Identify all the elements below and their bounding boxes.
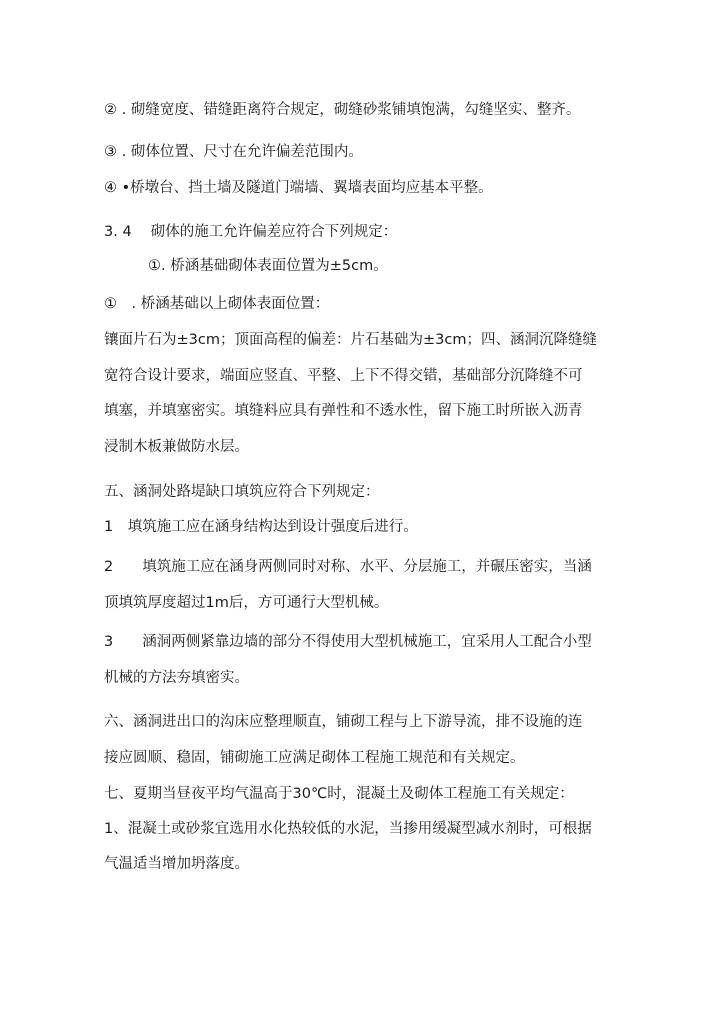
section-heading: 五、涵洞处路堤缺口填筑应符合下列规定： — [104, 484, 380, 500]
text-line: 1 填筑施工应在涵身结构达到设计强度后进行。 — [104, 519, 418, 535]
text-line: 1、混凝土或砂浆宜选用水化热较低的水泥，当掺用缓凝型减水剂时，可根据 — [104, 821, 592, 837]
text-line: ② . 砌缝宽度、错缝距离符合规定，砌缝砂浆铺填饱满，勾缝坚实、整齐。 — [104, 102, 581, 118]
text-line: 机械的方法夯填密实。 — [104, 670, 249, 686]
text-line: 镶面片石为±3cm；顶面高程的偏差：片石基础为±3cm；四、涵洞沉降缝缝 — [104, 332, 597, 348]
text-line: 气温适当增加坍落度。 — [104, 856, 249, 872]
text-line: 接应圆顺、稳固，铺砌施工应满足砌体工程施工规范和有关规定。 — [104, 750, 525, 766]
text-line: ③ . 砌体位置、尺寸在允许偏差范围内。 — [104, 144, 363, 160]
text-line: ①. 桥涵基础砌体表面位置为±5cm。 — [148, 258, 388, 274]
text-line: ① . 桥涵基础以上砌体表面位置： — [104, 296, 330, 312]
section-heading: 七、夏期当昼夜平均气温高于30℃时，混凝土及砌体工程施工有关规定： — [104, 786, 574, 802]
text-line: ④ •桥墩台、挡土墙及隧道门端墙、翼墙表面均应基本平整。 — [104, 180, 493, 196]
text-line: 填塞，并填塞密实。填缝料应具有弹性和不透水性，留下施工时所嵌入沥青 — [104, 403, 583, 419]
text-line: 2 填筑施工应在涵身两侧同时对称、水平、分层施工，并碾压密实，当涵 — [104, 559, 592, 575]
text-line: 浸制木板兼做防水层。 — [104, 439, 249, 455]
section-heading: 六、涵洞进出口的沟床应整理顺直，铺砌工程与上下游导流，排不设施的连 — [104, 714, 583, 730]
text-line: 3 涵洞两侧紧靠边墙的部分不得使用大型机械施工，宜采用人工配合小型 — [104, 634, 592, 650]
section-heading: 3. 4 砌体的施工允许偏差应符合下列规定： — [104, 224, 398, 240]
text-line: 顶填筑厚度超过1m后，方可通行大型机械。 — [104, 595, 389, 611]
text-line: 宽符合设计要求，端面应竖直、平整、上下不得交错，基础部分沉降缝不可 — [104, 368, 583, 384]
